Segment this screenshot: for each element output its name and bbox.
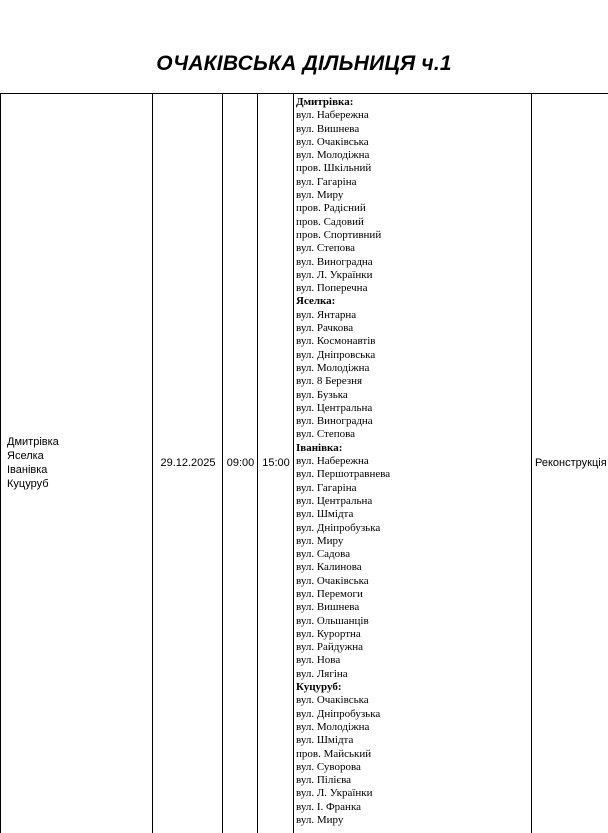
street-name: вул. Райдужна — [296, 641, 364, 654]
settlement-name: Дмитрівка — [7, 436, 59, 448]
street-name: вул. Поперечна — [296, 282, 368, 295]
street-name: пров. Шкільний — [296, 162, 372, 175]
street-group-header: Куцуруб: — [296, 681, 342, 694]
street-group-header: Дмитрівка: — [296, 96, 354, 108]
settlement-name: Куцуруб — [7, 478, 49, 490]
street-name: пров. Радісний — [296, 202, 366, 215]
column-divider — [257, 93, 258, 833]
street-name: вул. Центральна — [296, 401, 373, 414]
street-name: вул. Нова — [296, 654, 341, 667]
street-name: вул. Перемоги — [296, 587, 363, 600]
settlements-list — [7, 435, 59, 491]
street-name: вул. Виноградна — [296, 255, 373, 268]
street-name: вул. Шмідта — [296, 734, 354, 747]
outage-table — [0, 93, 608, 833]
column-divider — [222, 93, 223, 833]
street-name: вул. Дніпробузька — [296, 521, 381, 534]
streets-cell — [296, 96, 530, 827]
street-name: вул. Янтарна — [296, 308, 357, 321]
street-name: вул. Вишнева — [296, 122, 360, 135]
street-name: вул. 8 Березня — [296, 375, 363, 388]
street-name: вул. Гагаріна — [296, 175, 357, 188]
street-name: вул. Бузька — [296, 388, 348, 401]
street-name: вул. Миру — [296, 814, 344, 827]
settlement-name: Іванівка — [7, 464, 48, 476]
reason-cell: Реконструкція — [535, 457, 607, 469]
street-group-header: Іванівка: — [296, 441, 343, 454]
time-end-cell: 15:00 — [262, 457, 290, 469]
street-name: пров. Спортивний — [296, 228, 382, 241]
street-name: вул. Пілієва — [296, 774, 352, 787]
street-name: вул. Садова — [296, 548, 351, 561]
street-name: вул. Центральна — [296, 494, 373, 507]
street-name: вул. Вишнева — [296, 601, 360, 614]
street-name: вул. Дніпровська — [296, 348, 376, 361]
street-name: вул. Молодіжна — [296, 720, 370, 733]
date-cell: 29.12.2025 — [160, 457, 216, 469]
street-name: пров. Садовий — [296, 215, 364, 228]
table-border-left — [0, 93, 1, 833]
street-name: вул. Виноградна — [296, 415, 373, 428]
street-name: пров. Майський — [296, 747, 372, 760]
settlement-name: Яселка — [7, 450, 44, 462]
time-start-cell: 09:00 — [226, 457, 255, 469]
street-name: вул. Л. Українки — [296, 268, 373, 281]
street-name: вул. Степова — [296, 242, 356, 255]
street-name: вул. Молодіжна — [296, 149, 370, 162]
settlements-cell — [7, 93, 147, 833]
street-name: вул. Шмідта — [296, 508, 354, 521]
street-name: вул. Лягіна — [296, 667, 348, 680]
street-name: вул. Л. Українки — [296, 787, 373, 800]
street-name: вул. Гагаріна — [296, 481, 357, 494]
street-name: вул. Миру — [296, 534, 344, 547]
street-name: вул. Набережна — [296, 109, 369, 122]
street-name: вул. Дніпробузька — [296, 707, 381, 720]
page-title: ОЧАКІВСЬКА ДІЛЬНИЦЯ ч.1 — [156, 52, 452, 75]
street-group-header: Яселка: — [296, 295, 336, 308]
street-name: вул. І. Франка — [296, 800, 362, 813]
street-name: вул. Першотравнева — [296, 468, 391, 481]
street-name: вул. Степова — [296, 428, 356, 441]
column-divider — [152, 93, 153, 833]
street-name: вул. Калинова — [296, 561, 362, 574]
street-name: вул. Ольшанців — [296, 614, 369, 627]
street-name: вул. Очаківська — [296, 574, 369, 587]
street-name: вул. Космонавтів — [296, 335, 376, 348]
street-name: вул. Очаківська — [296, 135, 369, 148]
street-name: вул. Набережна — [296, 455, 369, 468]
column-divider — [293, 93, 294, 833]
street-name: вул. Миру — [296, 189, 344, 202]
street-name: вул. Курортна — [296, 627, 361, 640]
street-name: вул. Суворова — [296, 760, 361, 773]
column-divider — [531, 93, 532, 833]
street-name: вул. Рачкова — [296, 322, 354, 335]
street-name: вул. Очаківська — [296, 694, 369, 707]
street-name: вул. Молодіжна — [296, 361, 370, 374]
